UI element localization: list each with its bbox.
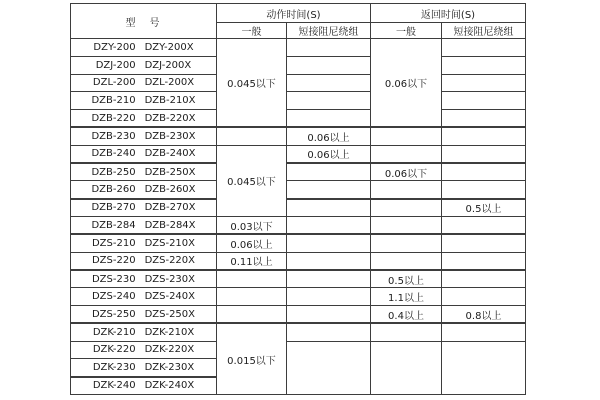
model-cell <box>71 359 217 377</box>
value-cell: 0.06以上 <box>217 234 287 252</box>
value-cell <box>442 252 526 270</box>
model-name: DZL-200 <box>92 77 136 89</box>
model-cell <box>71 341 217 359</box>
value-cell: 0.11以上 <box>217 252 287 270</box>
model-name: DZK-220 <box>92 344 136 356</box>
value-cell <box>442 323 526 341</box>
model-name: DZB-284 <box>91 219 136 231</box>
table-row <box>71 181 526 199</box>
table-row <box>71 216 526 234</box>
value-cell <box>287 288 371 306</box>
value-cell <box>442 56 526 74</box>
model-name-x: DZL-200X <box>144 77 195 89</box>
model-name: DZK-210 <box>92 326 136 338</box>
table-row <box>71 74 526 92</box>
model-name-x: DZS-250X <box>144 308 196 320</box>
model-name-x: DZJ-200X <box>144 59 192 71</box>
model-name-x: DZK-220X <box>144 344 195 356</box>
value-cell: 0.06以上 <box>287 145 371 163</box>
value-cell <box>287 305 371 323</box>
header-return-damping: 短接阻尼绕组 <box>442 23 526 39</box>
value-cell <box>442 216 526 234</box>
value-cell <box>287 341 371 394</box>
value-cell <box>287 234 371 252</box>
value-cell <box>287 56 371 74</box>
spec-table <box>70 3 526 395</box>
value-cell <box>371 341 442 394</box>
value-cell: 0.045以下 <box>217 145 287 216</box>
value-cell: 0.5以上 <box>371 270 442 288</box>
header-return-time: 返回时间(S) <box>371 4 526 23</box>
value-cell <box>371 145 442 163</box>
model-name: DZB-270 <box>91 202 136 214</box>
model-cell <box>71 110 217 128</box>
value-cell: 0.045以下 <box>217 39 287 128</box>
value-cell <box>371 199 442 217</box>
model-name: DZS-210 <box>91 237 136 249</box>
value-cell: 0.03以下 <box>217 216 287 234</box>
model-name: DZK-230 <box>92 361 136 373</box>
table-row <box>71 127 526 145</box>
model-cell <box>71 181 217 199</box>
value-cell <box>217 270 287 288</box>
model-name-x: DZK-240X <box>144 380 195 392</box>
model-name-x: DZK-210X <box>144 326 195 338</box>
model-name: DZB-220 <box>91 112 136 124</box>
header-action-general: 一般 <box>217 23 287 39</box>
value-cell <box>287 252 371 270</box>
model-name-x: DZK-230X <box>144 361 195 373</box>
value-cell <box>217 305 287 323</box>
header-action-damping: 短接阻尼绕组 <box>287 23 371 39</box>
header-action-time: 动作时间(S) <box>217 4 371 23</box>
table-row <box>71 288 526 306</box>
model-cell <box>71 252 217 270</box>
value-cell <box>371 323 442 341</box>
value-cell <box>287 199 371 217</box>
table-row <box>71 341 526 359</box>
model-cell <box>71 216 217 234</box>
table-row <box>71 270 526 288</box>
model-name-x: DZS-210X <box>144 237 196 249</box>
header-model: 型 号 <box>71 4 217 39</box>
model-cell <box>71 92 217 110</box>
value-cell: 0.015以下 <box>217 323 287 394</box>
value-cell <box>217 288 287 306</box>
table-row <box>71 39 526 57</box>
model-cell <box>71 323 217 341</box>
table-row <box>71 163 526 181</box>
value-cell <box>217 127 287 145</box>
model-cell <box>71 288 217 306</box>
value-cell <box>371 252 442 270</box>
model-name-x: DZB-260X <box>144 184 196 196</box>
model-cell <box>71 127 217 145</box>
value-cell <box>287 110 371 128</box>
model-name-x: DZB-240X <box>144 148 196 160</box>
value-cell <box>287 92 371 110</box>
value-cell: 0.5以上 <box>442 199 526 217</box>
table-row <box>71 199 526 217</box>
value-cell: 0.4以上 <box>371 305 442 323</box>
model-name: DZK-240 <box>92 380 136 392</box>
value-cell <box>442 341 526 394</box>
value-cell <box>442 181 526 199</box>
model-name: DZB-210 <box>91 95 136 107</box>
model-cell <box>71 305 217 323</box>
table-body <box>71 39 526 395</box>
value-cell <box>287 323 371 341</box>
model-name-x: DZB-210X <box>144 95 196 107</box>
model-name-x: DZS-240X <box>144 291 196 303</box>
value-cell <box>442 288 526 306</box>
model-name: DZB-240 <box>91 148 136 160</box>
table-row <box>71 145 526 163</box>
value-cell <box>371 234 442 252</box>
value-cell <box>442 163 526 181</box>
model-name: DZS-230 <box>91 273 136 285</box>
model-name: DZJ-200 <box>95 59 136 71</box>
value-cell <box>371 127 442 145</box>
table-row <box>71 92 526 110</box>
model-name: DZB-230 <box>91 131 136 143</box>
model-cell <box>71 377 217 395</box>
model-name: DZB-260 <box>91 184 136 196</box>
model-name: DZB-250 <box>91 166 136 178</box>
model-cell <box>71 234 217 252</box>
value-cell <box>442 270 526 288</box>
model-cell <box>71 39 217 57</box>
model-cell <box>71 145 217 163</box>
value-cell <box>371 181 442 199</box>
model-name: DZS-220 <box>91 255 136 267</box>
value-cell <box>287 181 371 199</box>
model-cell <box>71 270 217 288</box>
model-name-x: DZS-220X <box>144 255 196 267</box>
value-cell <box>442 127 526 145</box>
model-name-x: DZB-230X <box>144 131 196 143</box>
model-cell <box>71 74 217 92</box>
model-name: DZY-200 <box>93 41 136 53</box>
value-cell <box>287 270 371 288</box>
value-cell <box>442 39 526 57</box>
value-cell <box>287 163 371 181</box>
model-name-x: DZB-250X <box>144 166 196 178</box>
value-cell <box>371 216 442 234</box>
model-cell <box>71 163 217 181</box>
model-cell <box>71 56 217 74</box>
model-cell <box>71 199 217 217</box>
value-cell <box>442 234 526 252</box>
value-cell: 0.06以下 <box>371 39 442 128</box>
model-name: DZS-250 <box>91 308 136 320</box>
value-cell <box>287 74 371 92</box>
table-row <box>71 323 526 341</box>
model-name-x: DZB-270X <box>144 202 196 214</box>
value-cell <box>442 145 526 163</box>
value-cell: 0.8以上 <box>442 305 526 323</box>
table-row <box>71 234 526 252</box>
table-row <box>71 252 526 270</box>
model-name-x: DZB-284X <box>144 219 196 231</box>
model-name-x: DZB-220X <box>144 112 196 124</box>
value-cell: 0.06以上 <box>287 127 371 145</box>
table-row <box>71 56 526 74</box>
value-cell <box>442 92 526 110</box>
table-row <box>71 305 526 323</box>
value-cell <box>287 216 371 234</box>
model-name-x: DZY-200X <box>144 41 194 53</box>
value-cell <box>442 110 526 128</box>
value-cell <box>287 39 371 57</box>
header-return-general: 一般 <box>371 23 442 39</box>
value-cell <box>442 74 526 92</box>
table-row <box>71 110 526 128</box>
value-cell: 1.1以上 <box>371 288 442 306</box>
header-row-1 <box>71 4 526 23</box>
model-name-x: DZS-230X <box>144 273 196 285</box>
value-cell: 0.06以下 <box>371 163 442 181</box>
model-name: DZS-240 <box>91 291 136 303</box>
